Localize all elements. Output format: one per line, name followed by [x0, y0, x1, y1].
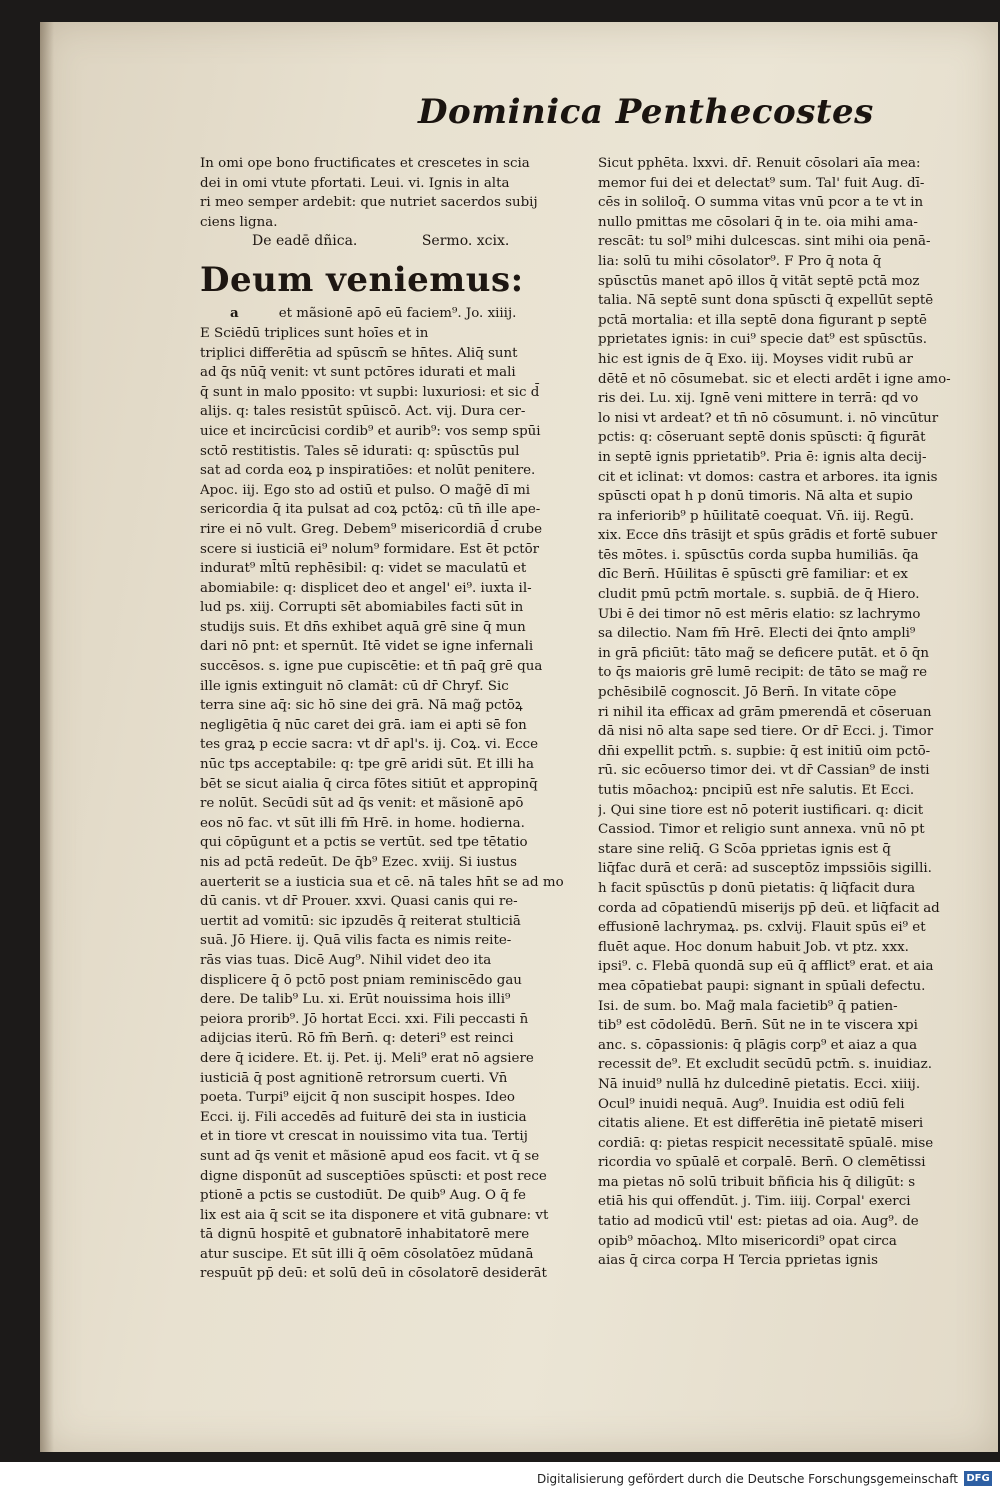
text-line: tes graꝝ p eccie sacra: vt dr̄ apl's. ij. Coꝝ. vi. Ecce — [200, 737, 539, 753]
text-line: corda ad cōpatiendū miserijs pp̄ deū. et liq̄facit ad — [598, 900, 940, 916]
text-line: iusticiā q̄ post agnitionē retrorsum cuerti. Vn̄ — [200, 1070, 508, 1086]
text-line: tatio ad modicū vtil' est: pietas ad oia. Aug⁹. de — [598, 1214, 919, 1230]
text-line: adijcias iterū. Rō fm̄ Bern̄. q: deteri⁹ est reinci — [200, 1031, 514, 1047]
text-line: dā nisi nō alta sape sed tiere. Or dr̄ Ecci. j. Timor — [598, 724, 934, 740]
text-line: bēt se sicut aialia q̄ circa fōtes sitiūt et appropinq̄ — [200, 776, 538, 792]
text-line: talia. Nā septē sunt dona spūscti q̄ expellūt septē — [598, 293, 934, 309]
text-line: ricordia vo spūalē et corpalē. Bern̄. O clemētissi — [598, 1155, 926, 1171]
text-line: spūsctūs manet apō illos q̄ vitāt septē pctā moz — [598, 273, 920, 289]
text-line: qui cōpūgunt et a pctis se vertūt. sed tpe tētatio — [200, 835, 528, 851]
text-line: recessit de⁹. Et excludit secūdū pctm̄. s. inuidiaz. — [598, 1057, 932, 1073]
text-line: alijs. q: tales resistūt spūiscō. Act. vij. Dura cer- — [200, 404, 526, 420]
text-line: mea cōpatiebat paupi: signant in spūali defectu. — [598, 978, 926, 994]
text-line: cludit pmū pctm̄ mortale. s. supbiā. de q̄ Hiero. — [598, 587, 920, 603]
text-line: eos nō fac. vt sūt illi fm̄ Hrē. in home. hodierna. — [200, 815, 525, 831]
sermon-heading — [200, 232, 580, 258]
text-line: ra inferiorib⁹ p hūilitatē coequat. Vn̄. iij. Regū. — [598, 508, 914, 524]
text-line: indurat⁹ ml̄tū rephēsibil: q: videt se maculatū et — [200, 561, 527, 577]
text-line: In omi ope bono fructificates et crescetes in scia — [200, 156, 530, 171]
text-line: dētē et nō cōsumebat. sic et electi ardēt i igne amo- — [598, 371, 951, 387]
text-line: Cassiod. Timor et religio sunt annexa. vnū nō pt — [598, 822, 925, 838]
text-line: pchēsibilē cognoscit. Jō Bern̄. In vitate cōpe — [598, 685, 897, 701]
text-line: dū canis. vt dr̄ Prouer. xxvi. Quasi canis qui re- — [200, 894, 518, 910]
text-line: lud ps. xiij. Corrupti sēt abomiabiles facti sūt in — [200, 600, 524, 616]
text-line: peiora prorib⁹. Jō hortat Ecci. xxi. Fili peccasti n̄ — [200, 1011, 529, 1027]
text-line: negligētia q̄ nūc caret dei grā. iam ei apti sē fon — [200, 717, 527, 733]
text-line: tutis mōachoꝝ: pncipiū est nr̄e salutis. Et Ecci. — [598, 783, 915, 798]
text-line: etiā his qui offendūt. j. Tim. iiij. Corpal' exerci — [598, 1194, 911, 1210]
left-column-opening — [200, 154, 580, 232]
sermon-incipit: Deum veniemus: — [200, 260, 524, 301]
text-line: rire ei nō vult. Greg. Debem⁹ misericordiā d̄ crube — [200, 521, 542, 537]
text-line: uertit ad vomitū: sic ipzudēs q̄ reiterat stulticiā — [200, 913, 521, 929]
text-line: ipsi⁹. c. Flebā quondā sup eū q̄ afflict⁹ erat. et aia — [598, 959, 934, 975]
text-line: respuūt pp̄ deū: et solū deū in cōsolatorē desiderāt — [200, 1266, 547, 1282]
text-line: q̄ sunt in malo pposito: vt supbi: luxuriosi: et sic d̄ — [200, 384, 540, 400]
text-line: uice et incircūcisi cordib⁹ et aurib⁹: vos semp spūi — [200, 423, 541, 439]
text-line: sa dilectio. Nam fm̄ Hrē. Electi dei q̄nto ampli⁹ — [598, 626, 916, 642]
text-line: ciens ligna. — [200, 214, 278, 230]
text-line: dn̄i expellit pctm̄. s. supbie: q̄ est initiū oim pctō- — [598, 743, 931, 759]
text-line: sctō restitistis. Tales sē idurati: q: spūsctūs pul — [200, 443, 520, 459]
text-line: Isi. de sum. bo. Mag̃ mala facietib⁹ q̄ patien- — [598, 998, 898, 1014]
footer-credit: Digitalisierung gefördert durch die Deutsche Forschungsgemeinschaft — [536, 1472, 958, 1486]
text-line: studijs suis. Et dn̄s exhibet aquā grē sine q̄ mun — [200, 619, 526, 635]
text-line: ad q̄s nūq̄ venit: vt sunt pctōres idurati et mali — [200, 365, 516, 381]
text-line: tib⁹ est cōdolēdū. Bern̄. Sūt ne in te viscera xpi — [598, 1018, 918, 1034]
text-line: dere q̄ icidere. Et. ij. Pet. ij. Meli⁹ erat nō agsiere — [200, 1050, 534, 1066]
text-line: h facit spūsctūs p donū pietatis: q̄ liq̄facit dura — [598, 880, 916, 896]
text-line: sunt ad q̄s venit et mãsionē apud eos facit. vt q̄ se — [200, 1148, 540, 1164]
text-line: cordiā: q: pietas respicit necessitatē spūalē. mise — [598, 1135, 934, 1151]
sermon-heading-day: De eadē dñica. — [252, 233, 358, 250]
text-line: xix. Ecce dn̄s trāsijt et spūs grādis et fortē subuer — [598, 528, 938, 544]
text-line: to q̄s maioris grē lumē recipit: de tāto se mag̃ re — [598, 665, 927, 681]
text-line: suā. Jō Hiere. ij. Quā vilis facta es nimis reite- — [200, 933, 512, 949]
text-line: hic est ignis de q̄ Exo. iij. Moyses vidit rubū ar — [598, 351, 913, 367]
text-line: ptionē a pctis se custodiūt. De quib⁹ Aug. O q̄ fe — [200, 1188, 526, 1204]
text-line: succēsos. s. igne pue cupiscētie: et tn̄ paq̄ grē qua — [200, 659, 543, 675]
text-line: nis ad pctā redeūt. De q̄b⁹ Ezec. xviij. Si iustus — [200, 855, 518, 870]
text-line: ris dei. Lu. xij. Ignē veni mittere in terrā: qd vo — [598, 391, 919, 407]
text-line: fluēt aque. Hoc donum habuit Job. vt ptz. xxx. — [598, 939, 909, 955]
text-line: opib⁹ mōachoꝝ. Mlto misericordi⁹ opat circa — [598, 1233, 897, 1249]
text-line: lix est aia q̄ scit se ita disponere et vitā gubnare: vt — [200, 1207, 549, 1223]
text-line: sat ad corda eoꝝ p inspiratiōes: et nolūt penitere. — [200, 463, 536, 479]
text-line: stare sine reliq̄. G Scōa pprietas ignis est q̄ — [598, 841, 891, 857]
text-line: aias q̄ circa corpa H Tercia pprietas ignis — [598, 1253, 878, 1269]
text-line: auerterit se a iusticia sua et cē. nā tales hn̄t se ad mo — [200, 874, 564, 890]
text-line: liq̄fac durā et cerā: ad susceptōz impssiōis sigilli. — [598, 861, 932, 877]
text-line: nūc tps acceptabile: q: tpe grē aridi sūt. Et illi ha — [200, 757, 534, 773]
text-line: anc. s. cōpassionis: q̄ plāgis corp⁹ et aiaz a qua — [598, 1037, 918, 1053]
text-line: dere. De talib⁹ Lu. xi. Erūt nouissima hois illi⁹ — [200, 992, 511, 1008]
text-line: rescāt: tu sol⁹ mihi dulcescas. sint mihi oia penā- — [598, 234, 931, 250]
text-line: pctis: q: cōseruant septē donis spūscti: q̄ figurāt — [598, 430, 926, 446]
right-column-body — [598, 154, 970, 1271]
text-line: scere si iusticiā ei⁹ nolum⁹ formidare. Est ēt pctōr — [200, 541, 540, 557]
text-line: digne disponūt ad susceptiōes spūscti: et post rece — [200, 1168, 547, 1184]
text-line: j. Qui sine tiore est nō poterit iustificari. q: dicit — [598, 802, 924, 818]
running-head: Dominica Penthecostes — [418, 92, 874, 132]
text-line: Apoc. iij. Ego sto ad ostiū et pulso. O mag̃ē dī mi — [200, 482, 531, 498]
text-line: Ocul⁹ inuidi nequā. Aug⁹. Inuidia est odiū feli — [598, 1096, 905, 1112]
text-line: lo nisi vt ardeat? et tn̄ nō cōsumunt. i. nō vincūtur — [598, 410, 939, 426]
text-line: displicere q̄ ō pctō post pniam reminiscēdo gau — [200, 972, 522, 988]
sermon-heading-number: Sermo. xcix. — [421, 233, 510, 250]
text-line: rū. sic ecōuerso timor dei. vt dr̄ Cassian⁹ de insti — [598, 763, 930, 779]
text-line — [200, 304, 580, 324]
text-line: ma pietas nō solū tribuit bñficia his q̄ diligūt: s — [598, 1174, 916, 1190]
text-line: pctā mortalia: et illa septē dona figurant p septē — [598, 312, 927, 328]
text-line: in septē ignis pprietatib⁹. Pria ē: ignis alta decij- — [598, 449, 927, 465]
text-line: re nolūt. Secūdi sūt ad q̄s venit: et mãsionē apō — [200, 796, 524, 812]
text-line: E Sciēdū triplices sunt hoīes et in — [200, 325, 429, 341]
text-line: rās vias tuas. Dicē Aug⁹. Nihil videt deo ita — [200, 952, 492, 968]
footer — [0, 1470, 1000, 1495]
text-line: terra sine aq̄: sic hō sine dei grā. Nā mag̃ pctōꝝ — [200, 698, 523, 714]
text-line: Nā inuid⁹ nullā hz dulcedinē pietatis. Ecci. xiiij. — [598, 1076, 921, 1092]
text-line: in grā pficiūt: tāto mag̃ se deficere putāt. et ō q̄n — [598, 645, 930, 661]
text-line: Ecci. ij. Fili accedēs ad fuiturē dei sta in iusticia — [200, 1109, 527, 1125]
text-line: memor fui dei et delectat⁹ sum. Tal' fuit Aug. dī- — [598, 175, 925, 191]
text-line: atur suscipe. Et sūt illi q̄ oēm cōsolatōez mūdanā — [200, 1246, 534, 1262]
text-line: Ubi ē dei timor nō est mēris elatio: sz lachrymo — [598, 606, 921, 622]
margin-marker: a — [230, 305, 239, 322]
text-line: cēs in soliloq̄. O summa vitas vnū pcor a te vt in — [598, 195, 924, 211]
text-line: dei in omi vtute pfortati. Leui. vi. Ignis in alta — [200, 175, 510, 191]
text-line: nullo pmittas me cōsolari q̄ in te. oia mihi ama- — [598, 214, 918, 230]
text-line: ri meo semper ardebit: que nutriet sacerdos subij — [200, 195, 538, 211]
text-line: cit et iclinat: vt domos: castra et arbores. ita ignis — [598, 469, 938, 485]
left-column — [200, 154, 580, 1284]
text-line: spūscti opat h p donū timoris. Nā alta et supio — [598, 489, 913, 505]
text-line: abomiabile: q: displicet deo et angel' ei⁹. iuxta il- — [200, 580, 532, 596]
page-gutter-shadow — [40, 22, 54, 1452]
text-line: pprietates ignis: in cui⁹ specie dat⁹ est spūsctūs. — [598, 332, 928, 348]
left-column-body — [200, 304, 580, 1284]
right-column — [598, 154, 970, 1271]
dfg-logo: DFG — [964, 1471, 992, 1486]
text-line: tēs mōtes. i. spūsctūs corda supba humiliās. q̄a — [598, 547, 919, 563]
text-line: triplici differētia ad spūscm̄ se hn̄tes. Aliq̄ sunt — [200, 345, 518, 361]
text-line: poeta. Turpi⁹ eijcit q̄ non suscipit hospes. Ideo — [200, 1090, 515, 1106]
text-line: ille ignis extinguit nō clamāt: cū dr̄ Chryf. Sic — [200, 678, 509, 694]
text-line: dīc Bern̄. Hūilitas ē spūscti grē familiar: et ex — [598, 567, 908, 583]
text-line: citatis aliene. Et est differētia inē pietatē miseri — [598, 1116, 924, 1132]
text-line: sericordia q̄ ita pulsat ad coꝝ pctōꝝ: cū tn̄ ille ape- — [200, 502, 541, 518]
text-line-content: et mãsionē apō eū faciem⁹. Jo. xiiij. — [278, 306, 517, 322]
text-line: Sicut pphēta. lxxvi. dr̄. Renuit cōsolari aīa mea: — [598, 156, 921, 171]
text-line: ri nihil ita efficax ad grām pmerendā et cōseruan — [598, 704, 932, 720]
text-line: tā dignū hospitē et gubnatorē inhabitatorē mere — [200, 1227, 530, 1243]
text-line: et in tiore vt crescat in nouissimo vita tua. Tertij — [200, 1129, 528, 1145]
text-line: dari nō pnt: et spernūt. Itē videt se igne infernali — [200, 639, 534, 655]
text-line: lia: solū tu mihi cōsolator⁹. F Pro q̄ nota q̄ — [598, 253, 882, 269]
text-line: effusionē lachrymaꝝ. ps. cxlvij. Flauit spūs ei⁹ et — [598, 920, 926, 936]
